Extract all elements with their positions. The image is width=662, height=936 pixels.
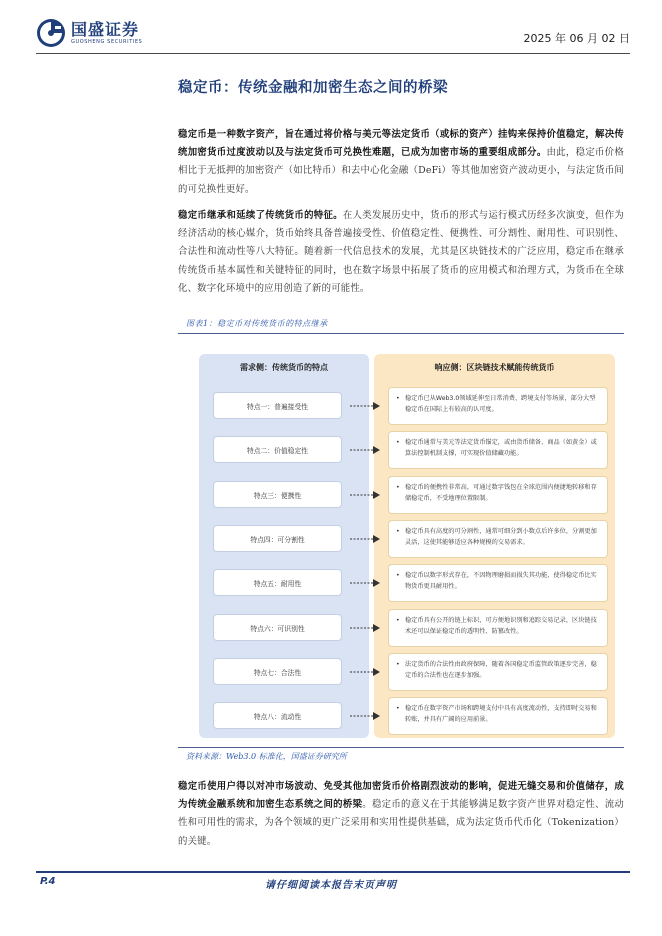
response-box: [388, 520, 608, 558]
paragraph-1: [178, 126, 624, 199]
report-date: 2025 年 06 月 02 日: [523, 32, 630, 45]
figure-bottom-rule: [178, 747, 624, 748]
arrow-right-icon: [350, 711, 380, 721]
response-text: 稳定币具有公开的链上标识，可方便地识别和追踪交易记录，区块链技术还可以保证稳定币的透明性、防篡改性。: [405, 617, 597, 635]
response-box: [388, 564, 608, 602]
arrow-right-icon: [350, 490, 380, 500]
feature-box: 特点七：合法性: [213, 658, 342, 685]
page-number: P.4: [40, 876, 56, 887]
figure-top-rule: [178, 333, 624, 334]
feature-box: 特点五：耐用性: [213, 569, 342, 596]
response-box: [388, 476, 608, 514]
bullet-icon: •: [396, 528, 400, 535]
bullet-icon: •: [396, 484, 400, 491]
response-text: 稳定币具有高度的可分割性，通常可细分到小数点后许多位，分割更加灵活，这使其能够适应各种规模的交易需求。: [405, 528, 597, 546]
response-text: 稳定币通常与美元等法定货币锚定，或由货币储备、商品（如黄金）或算法控制机制支撑，可实现价值储藏功能。: [405, 439, 597, 457]
guosheng-logo-icon: [36, 18, 66, 48]
paragraph-1-body: 由此，稳定币价格相比于无抵押的加密资产（如比特币）和去中心化金融（DeFi）等其他加密资产波动更小，与法定货币间的可兑换性更好。: [178, 147, 624, 195]
response-text: 稳定币以数字形式存在，不因物理磨损而损失其功能，使得稳定币比实物货币更具耐用性。: [405, 572, 597, 590]
bullet-icon: •: [396, 439, 400, 446]
demand-side-header: 需求侧：传统货币的特点: [240, 363, 328, 372]
response-text: 稳定币已从Web3.0领域延伸至日常消费、跨境支付等场景，部分大型稳定币在国际上有较高的认可度。: [405, 395, 596, 413]
feature-box: 特点四：可分割性: [213, 525, 342, 552]
paragraph-3: [178, 778, 624, 851]
response-box: [388, 697, 608, 735]
footer-divider: [36, 871, 630, 873]
response-box: [388, 387, 608, 425]
arrow-right-icon: [350, 623, 380, 633]
figure-source: 资料来源：Web3.0 标准化，国盛证券研究所: [186, 752, 347, 761]
arrow-right-icon: [350, 445, 380, 455]
logo-english-name: GUOSHENG SECURITIES: [71, 39, 143, 45]
paragraph-3-body: 。稳定币的意义在于其能够满足数字资产世界对稳定性、流动性和可用性的需求，为各个领域的更广泛采用和实用性提供基础，成为法定货币代币化（Tokenization）的关键。: [178, 799, 624, 847]
feature-box: 特点三：便携性: [213, 481, 342, 508]
paragraph-3-lead: 稳定币使用户得以对冲市场波动、免受其他加密货币价格剧烈波动的影响，促进无缝交易和价值储存，成为传统金融系统和加密生态系统之间的桥梁: [178, 781, 624, 811]
section-title: 稳定币：传统金融和加密生态之间的桥梁: [178, 80, 448, 96]
feature-box: 特点二：价值稳定性: [213, 436, 342, 463]
response-text: 法定货币的合法性由政府保障，随着各国稳定币监管政策逐步完善，稳定币的合法性也在逐步加强。: [405, 661, 597, 679]
paragraph-2-lead: 稳定币继承和延续了传统货币的特征。: [178, 210, 343, 221]
feature-box: 特点八：流动性: [213, 702, 342, 729]
bullet-icon: •: [396, 705, 400, 712]
feature-box: 特点一：普遍接受性: [213, 392, 342, 419]
response-text: 稳定币在数字资产市场和跨境支付中具有高度流动性，支持即时交易和转账，并具有广阔的应用前景。: [405, 705, 597, 723]
response-box: [388, 609, 608, 647]
response-side-header: 响应侧：区块链技术赋能传统货币: [434, 363, 555, 372]
paragraph-1-lead: 稳定币是一种数字资产，旨在通过将价格与美元等法定货币（或标的资产）挂钩来保持价值稳定，解决传统加密货币过度波动以及与法定货币可兑换性难题，已成为加密市场的重要组成部分。: [178, 129, 624, 159]
header-divider: [36, 53, 630, 54]
bullet-icon: •: [396, 617, 400, 624]
bullet-icon: •: [396, 661, 400, 668]
arrow-right-icon: [350, 578, 380, 588]
company-logo: [36, 18, 142, 48]
response-text: 稳定币的便携性非常高，可通过数字钱包在全球范围内便捷地转移和存储稳定币，不受地理位置限制。: [405, 484, 597, 502]
paragraph-2-body: 在人类发展历史中，货币的形式与运行模式历经多次演变，但作为经济活动的核心媒介，货币始终具备普遍接受性、价值稳定性、便携性、可分割性、耐用性、可识别性、合法性和流动性等八大特征。随着新一代信息技术的发展，尤其是区块链技术的广泛应用，稳定币在继承传统货币基本属性和关键特征的同时，也在数字场景中拓展了货币的应用模式和治理方式，为货币在全球化、数字化环境中的应用创造了新的可能性。: [178, 210, 624, 294]
response-box: [388, 431, 608, 469]
bullet-icon: •: [396, 572, 400, 579]
footer-disclaimer: 请仔细阅读本报告末页声明: [265, 880, 397, 891]
arrow-right-icon: [350, 401, 380, 411]
response-box: [388, 653, 608, 691]
paragraph-2: [178, 207, 624, 298]
page-header: [36, 18, 630, 52]
logo-chinese-name: 国盛证券: [71, 20, 140, 39]
feature-box: 特点六：可识别性: [213, 614, 342, 641]
arrow-right-icon: [350, 667, 380, 677]
figure-caption: 图表1：稳定币对传统货币的特点继承: [186, 319, 328, 328]
arrow-right-icon: [350, 534, 380, 544]
bullet-icon: •: [396, 395, 400, 402]
